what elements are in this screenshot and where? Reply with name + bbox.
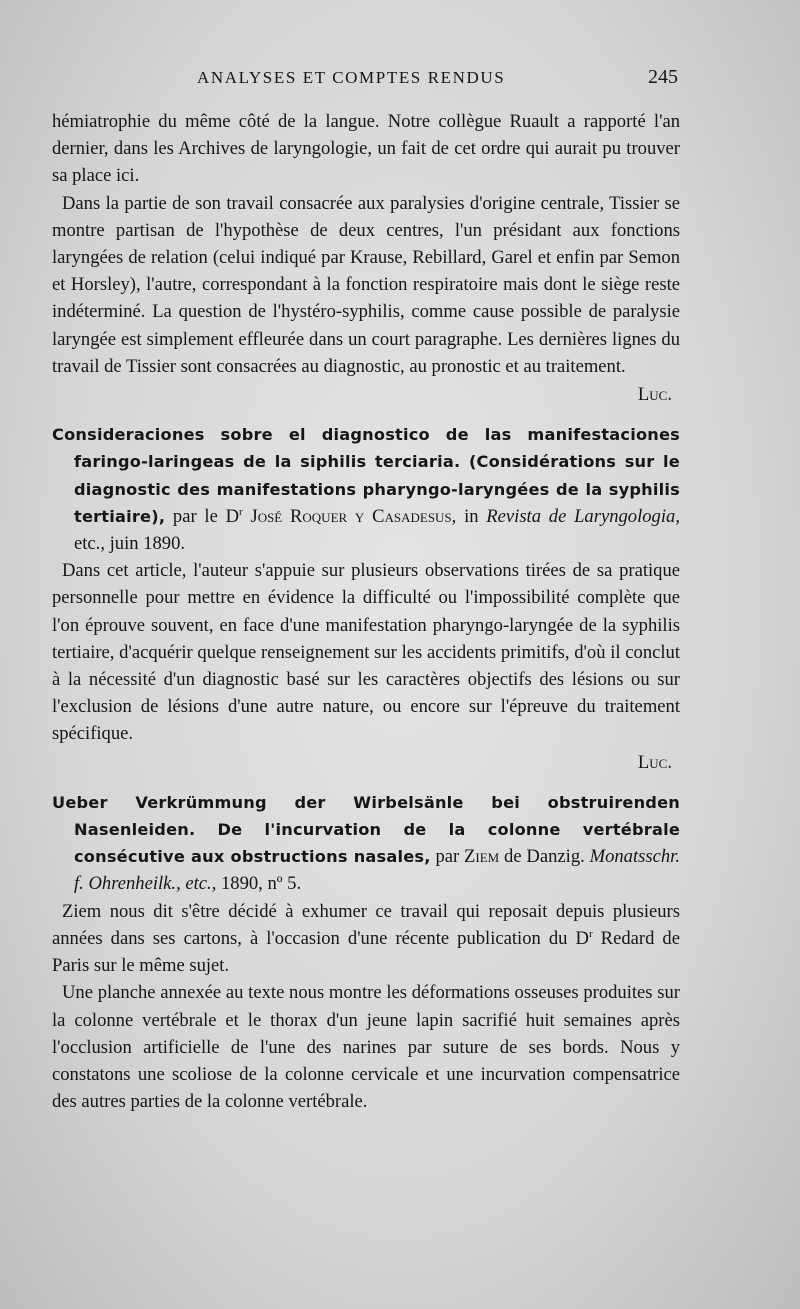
running-head: ANALYSES ET COMPTES RENDUS [197,68,506,87]
review-title-ziem: Ueber Verkrümmung der Wirbelsänle bei obstruirenden Nasenleiden. De l'incurvation de la colonne vertébrale consécutive aux obstructions nasales, [52,792,680,867]
paragraph-ziem-planche: Une planche annexée au texte nous montre les déformations osseuses produites sur la colonne vertébrale et le thorax d'un jeune lapin sacrifié huit semaines après l'occlusion artificielle de l'une des narines par suture de ses bords. Nous y constatons une scoliose de la colonne cervicale et une incurvation compensatrice des autres parties de la colonne vertébrale. [52,982,680,1113]
paragraph-continuation: hémiatrophie du même côté de la langue. Notre collègue Ruault a rapporté l'an dernier, dans les Archives de laryngologie, un fait de cet ordre qui aurait pu trouver sa place ici. [52,111,680,187]
review-entry-roquer: Consideraciones sobre el diagnostico de las manifestaciones faringo-laringeas de la siphilis terciaria. (Considérations sur le diagnostic des manifestations pharyngo-laryngées de la syphilis tertiaire), par le $D^r$ José Roquer y Casadesus, in Revista de Laryngologia, etc., juin 1890. [52,425,680,555]
review-journal-ziem: Monatsschr. f. Ohrenheilk., etc. [74,846,680,895]
signature-luc-2: Luc. [637,751,672,773]
review-entry-ziem: Ueber Verkrümmung der Wirbelsänle bei obstruirenden Nasenleiden. De l'incurvation de la colonne vertébrale consécutive aux obstructions nasales, par Ziem de Danzig. Monatsschr. f. Ohrenheilk., etc., 1890, nº 5. [52,792,680,895]
review-author-roquer: José Roquer y Casadesus [242,505,452,527]
paragraph-tissier-centres: Dans la partie de son travail consacrée aux paralysies d'origine centrale, Tissier se montre partisan de l'hypothèse de deux centres, l'un présidant aux fonctions laryngées de relation (celui indiqué par Krause, Rebillard, Garel et enfin par Semon et Horsley), l'autre, correspondant à la fonction respiratoire mais dont le siège reste indéterminé. La question de l'hystéro-syphilis, comme cause possible de paralysie laryngée est simplement effleurée dans un court paragraphe. Les dernières lignes du travail de Tissier sont consacrées au diagnostic, au pronostic et au traitement. [52,192,680,377]
paragraph-ziem-intro: Ziem nous dit s'être décidé à exhumer ce travail qui reposait depuis plusieurs années dans ses cartons, à l'occasion d'une récente publication du $D^r$ Redard de Paris sur le même sujet. [52,900,680,977]
review-title-roquer: Consideraciones sobre el diagnostico de las manifestaciones faringo-laringeas de la siphilis terciaria. (Considérations sur le diagnostic des manifestations pharyngo-laryngées de la syphilis tertiaire), [52,425,680,526]
paragraph-roquer-summary: Dans cet article, l'auteur s'appuie sur plusieurs observations tirées de sa pratique personnelle pour mettre en évidence la difficulté ou l'impossibilité complète que l'on éprouve souvent, en face d'une manifestation pharyngo-laryngée de la syphilis tertiaire, d'acquérir quelque renseignement sur les accidents primitifs, d'où il conclut à la nécessité d'un diagnostic basé sur les caractères objectifs des lésions ou sur l'exclusion de lésions d'une autre nature, ou encore sur l'épreuve du traitement spécifique. [52,560,680,745]
page-header [52,66,680,94]
page-number: 245 [648,66,678,88]
signature-luc-1: Luc. [637,384,672,406]
review-journal-roquer: Revista de Laryngologia [486,505,676,527]
page-body [52,108,680,1115]
review-author-ziem: Ziem [464,846,500,868]
